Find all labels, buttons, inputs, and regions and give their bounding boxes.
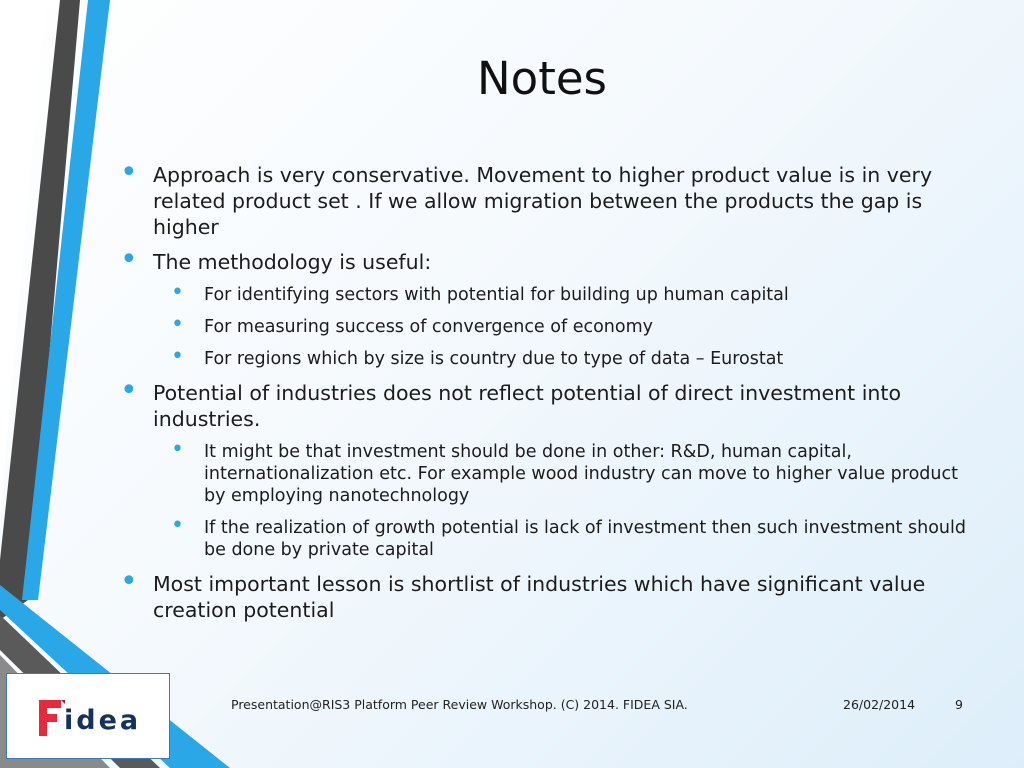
sub-bullet-item: [153, 513, 970, 561]
fidea-logo-mark-icon: [35, 698, 65, 738]
sub-bullet-item: [153, 344, 970, 370]
bullet-dot-icon: •: [171, 344, 184, 369]
slide-number: 9: [955, 697, 963, 712]
bullet-dot-icon: •: [120, 242, 138, 277]
slide-title: Notes: [477, 52, 607, 105]
sub-bullet-text: For measuring success of convergence of economy: [204, 317, 653, 337]
footer-date: 26/02/2014: [843, 697, 916, 712]
sub-bullet-item: [153, 437, 970, 507]
footer-presentation-text: Presentation@RIS3 Platform Peer Review Workshop. (C) 2014. FIDEA SIA.: [231, 697, 688, 712]
bullet-dot-icon: •: [171, 437, 184, 462]
bullet-item: [120, 242, 970, 277]
bullet-item: [120, 155, 970, 240]
bullet-text: The methodology is useful:: [153, 250, 432, 274]
logo-text: idea: [64, 705, 142, 736]
bullet-dot-icon: •: [171, 513, 184, 538]
bullet-text: Most important lesson is shortlist of industries which have significant value creation potential: [153, 572, 926, 622]
bullet-dot-icon: •: [171, 312, 184, 337]
bullet-dot-icon: •: [120, 373, 138, 408]
bullet-item: [120, 564, 970, 623]
sub-bullet-text: It might be that investment should be done in other: R&D, human capital, internationalization etc. For example wood industry can move to higher value product by employing nanotechnology: [204, 442, 958, 506]
sub-bullet-text: If the realization of growth potential is lack of investment then such investment should be done by private capital: [204, 518, 966, 560]
sub-bullet-text: For regions which by size is country due to type of data – Eurostat: [204, 349, 784, 369]
bullet-item: [120, 373, 970, 432]
bullet-text: Potential of industries does not reflect potential of direct investment into industries.: [153, 381, 901, 431]
sub-bullet-item: [153, 312, 970, 338]
bullet-dot-icon: •: [171, 280, 184, 305]
fidea-logo: [6, 673, 170, 759]
sub-bullet-item: [153, 280, 970, 306]
bullet-dot-icon: •: [120, 155, 138, 190]
bullet-dot-icon: •: [120, 564, 138, 599]
slide-content: [120, 155, 970, 632]
bullet-text: Approach is very conservative. Movement to higher product value is in very related product set . If we allow migration between the products the gap is higher: [153, 163, 933, 239]
sub-bullet-text: For identifying sectors with potential for building up human capital: [204, 285, 789, 305]
